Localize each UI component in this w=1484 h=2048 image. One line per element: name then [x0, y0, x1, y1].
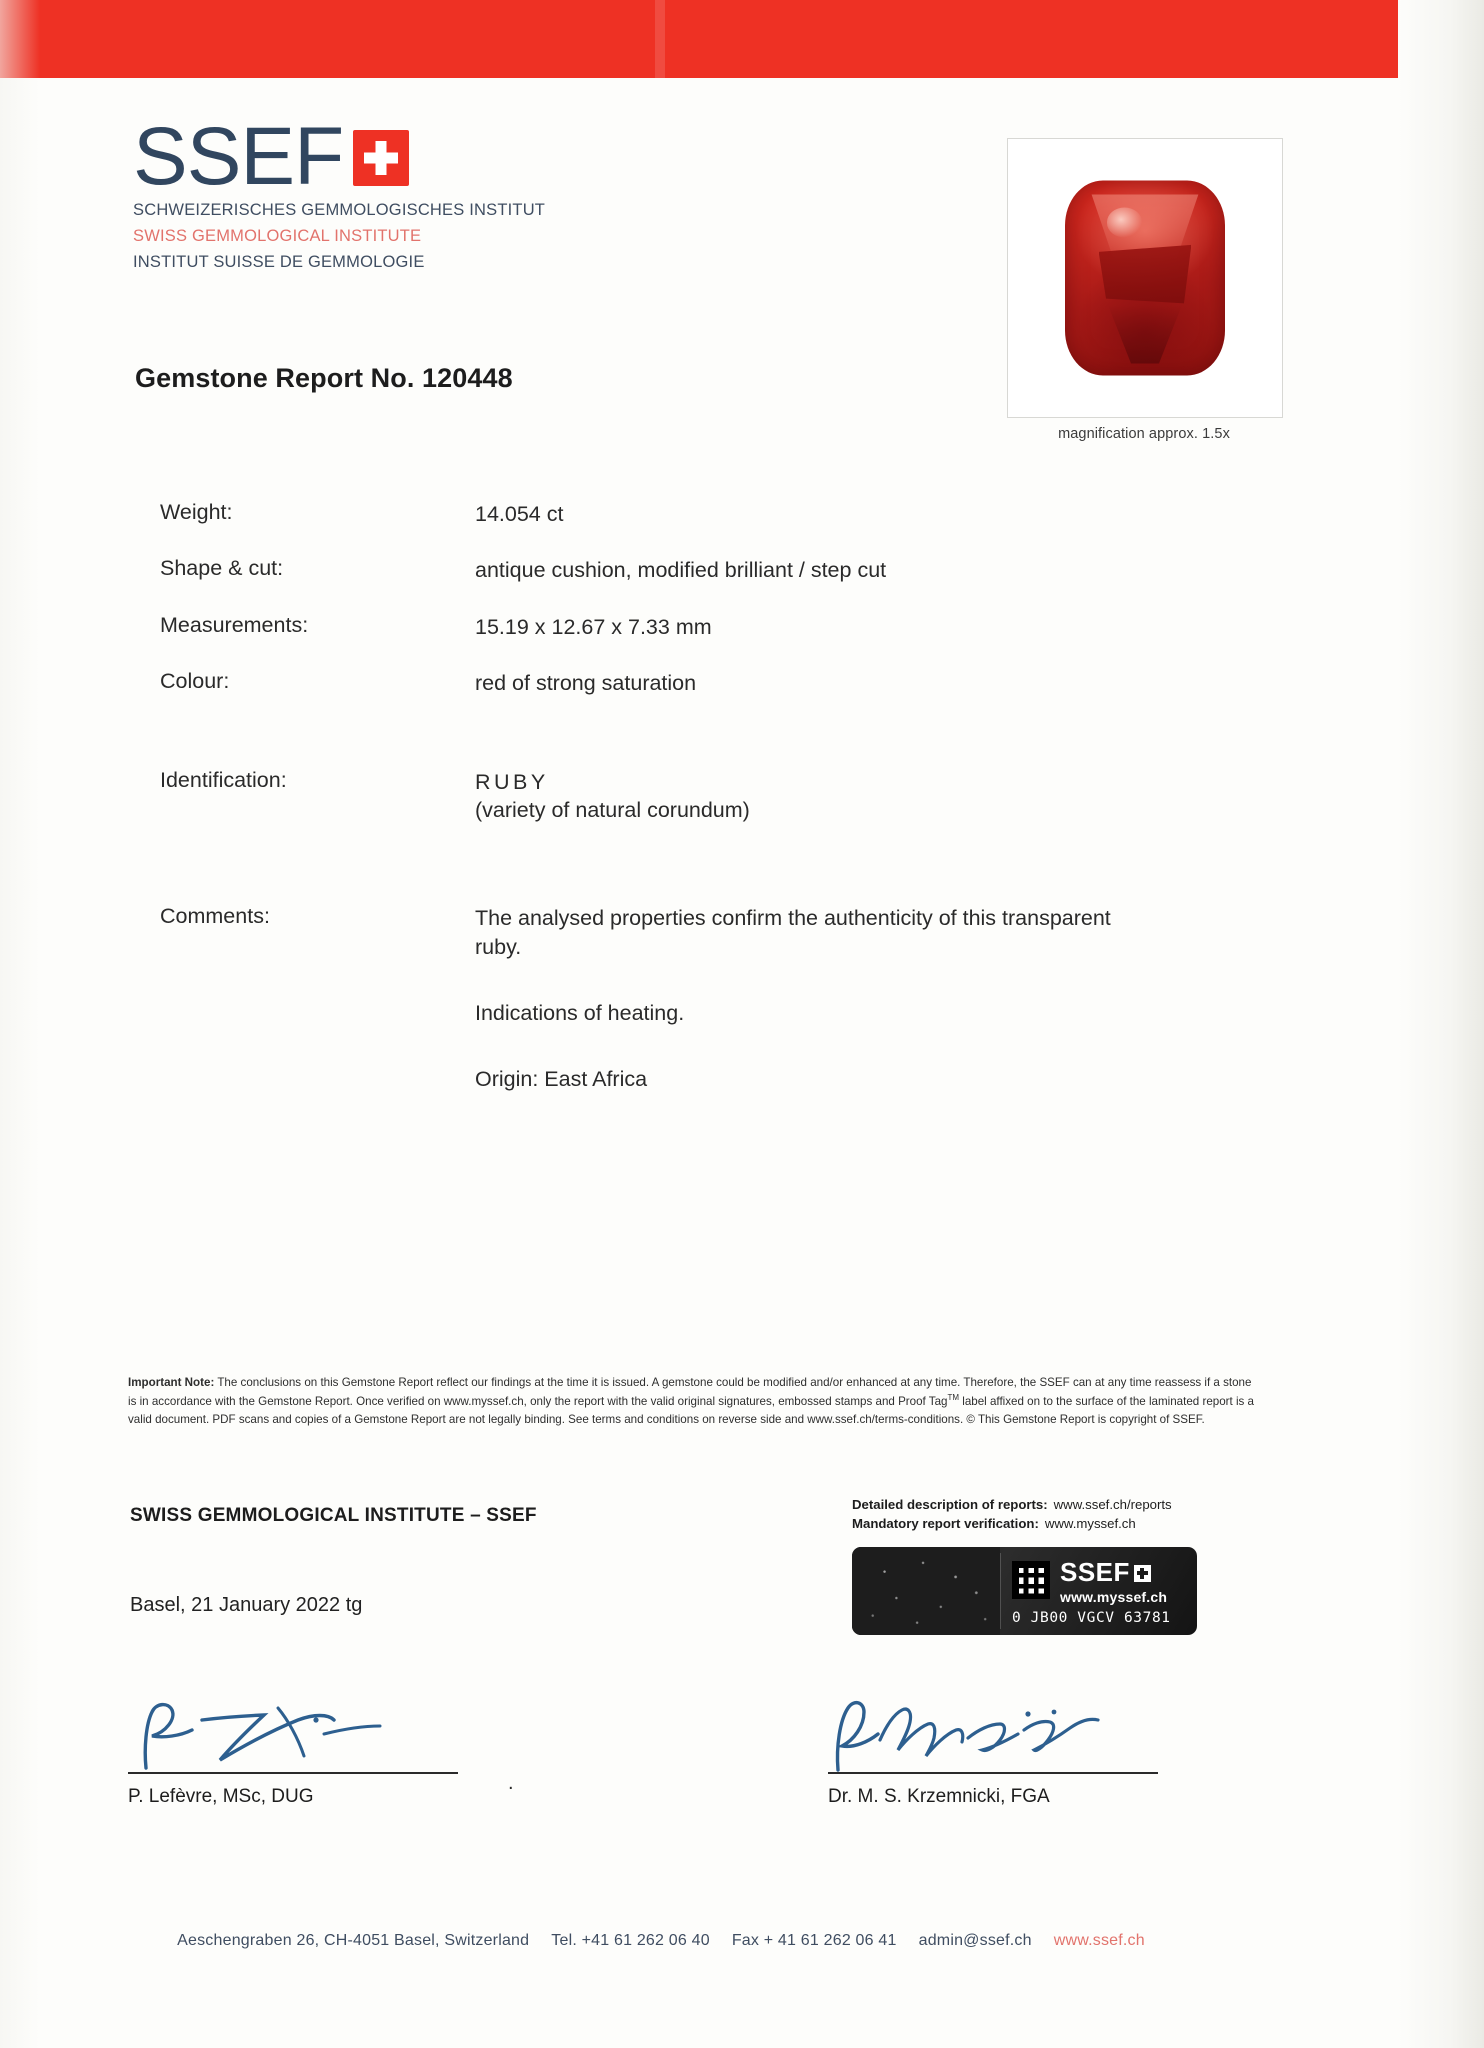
measurements-value: 15.19 x 12.67 x 7.33 mm: [475, 614, 712, 639]
field-shape-cut: [160, 556, 1160, 584]
colour-label: Colour:: [160, 669, 230, 694]
signature-mark-right: [828, 1690, 1158, 1782]
signature-block-right: [828, 1690, 1248, 1808]
footer-telephone: Tel. +41 61 262 06 40: [551, 1932, 710, 1949]
comments-paragraph-origin: Origin: East Africa: [475, 1067, 648, 1092]
gemstone-photo: [1007, 138, 1283, 418]
logo-wordmark: SSEF: [133, 111, 344, 202]
gem-pavilion-facet: [1087, 305, 1202, 364]
ruby-image: [1065, 181, 1225, 376]
trademark-mark: TM: [947, 1392, 960, 1402]
footer-website[interactable]: www.ssef.ch: [1053, 1932, 1145, 1949]
important-note: [128, 1374, 1260, 1429]
ssef-logo: [133, 111, 546, 274]
institute-name: SWISS GEMMOLOGICAL INSTITUTE – SSEF: [130, 1505, 537, 1526]
identification-subtext: (variety of natural corundum): [475, 797, 750, 822]
footer-fax: Fax + 41 61 262 06 41: [731, 1932, 897, 1949]
footer-email[interactable]: admin@ssef.ch: [918, 1932, 1032, 1949]
logo-subtitle-english: SWISS GEMMOLOGICAL INSTITUTE: [133, 226, 422, 245]
measurements-label: Measurements:: [160, 612, 309, 637]
proof-tag-label: [852, 1547, 1197, 1635]
identification-value-group: [475, 768, 750, 825]
field-measurements: [160, 613, 1160, 641]
gem-table-facet: [1099, 245, 1192, 304]
signer-name-left: P. Lefèvre, MSc, DUG: [128, 1785, 314, 1807]
weight-label: Weight:: [160, 500, 233, 524]
mandatory-label: Mandatory report verification:: [852, 1516, 1039, 1532]
field-colour: [160, 669, 1160, 697]
comments-paragraph-heating: Indications of heating.: [475, 1001, 685, 1025]
proof-tag-pattern: [852, 1547, 1000, 1635]
colour-value: red of strong saturation: [475, 671, 697, 696]
field-weight: [160, 500, 1160, 528]
proof-tag-cross-icon: [1134, 1565, 1151, 1582]
verification-row-mandatory: [852, 1514, 1172, 1533]
signer-name-right: Dr. M. S. Krzemnicki, FGA: [828, 1785, 1050, 1807]
important-note-body-2: label affixed on to the surface of the laminated report is a valid document. PDF scans and copies of a Gemstone Report are not legally binding. See terms and conditions on reverse side and www.ssef.ch/terms-conditions. © This Gemstone Report is copyright of SSEF.: [128, 1394, 1255, 1426]
field-comments: [160, 904, 1160, 1094]
logo-subtitle-french: INSTITUT SUISSE DE GEMMOLOGIE: [133, 252, 425, 271]
comments-label: Comments:: [160, 904, 270, 929]
qr-code-icon: [1012, 1561, 1050, 1599]
proof-tag-url: www.myssef.ch: [1060, 1589, 1168, 1605]
swiss-cross-icon: [353, 130, 409, 186]
field-identification: [160, 768, 1160, 825]
identification-label: Identification:: [160, 767, 287, 792]
shape-value: antique cushion, modified brilliant / step cut: [475, 558, 887, 583]
scan-shadow-left: [0, 0, 40, 2048]
proof-tag-divider: [1000, 1553, 1001, 1629]
important-note-lead: Important Note:: [128, 1376, 215, 1389]
banner-fold-mark: [655, 0, 665, 78]
signature-period-mark: .: [508, 1772, 514, 1794]
comments-value-group: [475, 904, 1160, 1094]
proof-tag-wordmark: SSEF: [1060, 1557, 1130, 1587]
page-title: Gemstone Report No. 120448: [135, 363, 513, 393]
gemstone-properties: [160, 500, 1160, 1122]
gem-highlight: [1107, 208, 1142, 237]
proof-tag-brand: [1060, 1559, 1151, 1585]
photo-caption: magnification approx. 1.5x: [1058, 426, 1230, 442]
verification-row-description: [852, 1495, 1172, 1514]
verification-info: [852, 1495, 1172, 1533]
logo-subtitle-german: SCHWEIZERISCHES GEMMOLOGISCHES INSTITUT: [133, 200, 546, 219]
description-url[interactable]: www.ssef.ch/reports: [1053, 1497, 1172, 1512]
comments-paragraph-authenticity: The analysed properties confirm the authenticity of this transparent ruby.: [475, 906, 1111, 959]
footer-address: Aeschengraben 26, CH-4051 Basel, Switzerland: [177, 1932, 530, 1949]
weight-value: 14.054 ct: [475, 502, 564, 526]
proof-tag-code: 0 JB00 VGCV 63781: [1012, 1610, 1171, 1626]
scan-shadow-right: [1398, 0, 1484, 2048]
city-and-date: Basel, 21 January 2022 tg: [130, 1594, 363, 1616]
description-label: Detailed description of reports:: [852, 1497, 1048, 1512]
signature-mark-left: [128, 1690, 458, 1782]
shape-label: Shape & cut:: [160, 556, 284, 581]
footer-contact: [0, 1932, 1322, 1950]
mandatory-url[interactable]: www.myssef.ch: [1044, 1516, 1136, 1532]
signature-block-left: [128, 1690, 548, 1808]
identification-value: RUBY: [475, 769, 549, 794]
top-red-banner: [0, 0, 1484, 78]
important-note-body-1: The conclusions on this Gemstone Report reflect our findings at the time it is issued. A gemstone could be modified and/or enhanced at any time. Therefore, the SSEF can at any time reassess if a stone is in accordance with the Gemstone Report. Once verified on www.myssef.ch, only the report with the valid original signatures, embossed stamps and Proof Tag: [128, 1376, 1252, 1408]
